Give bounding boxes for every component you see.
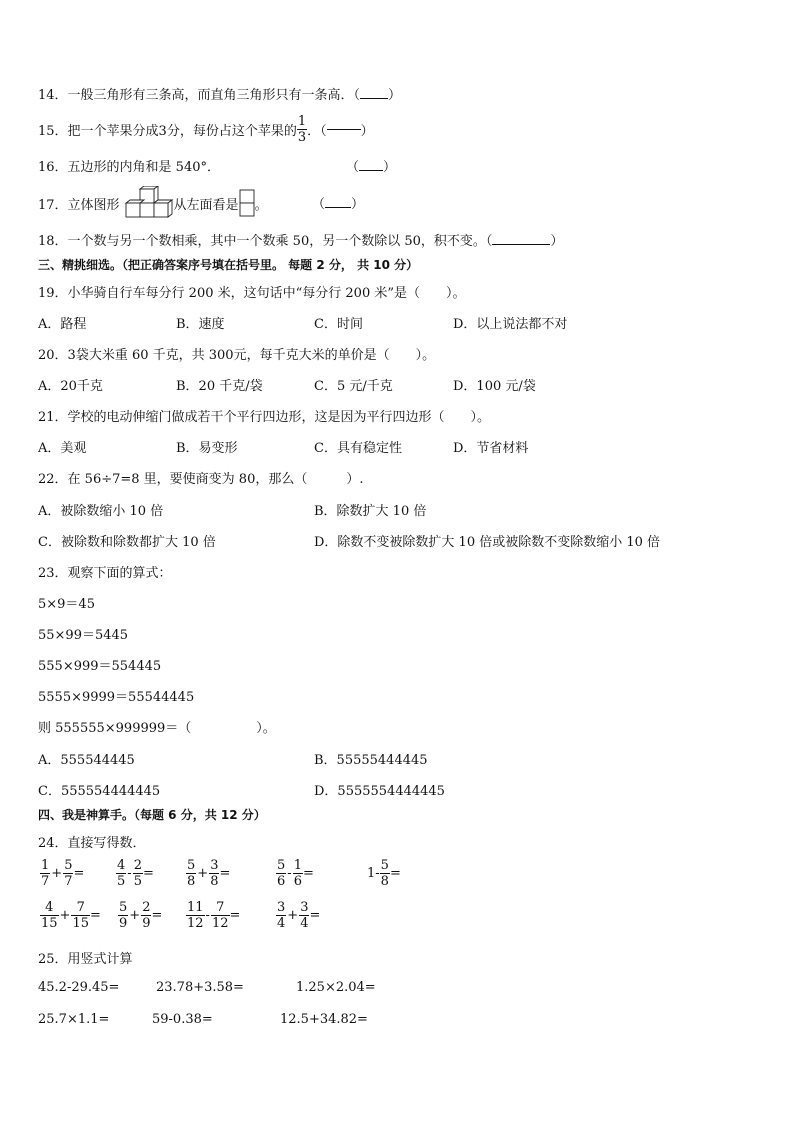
option-b[interactable]: B．速度 [176, 317, 225, 332]
cubes-solid-icon [120, 186, 174, 220]
option-a[interactable]: A．20千克 [38, 379, 103, 394]
fraction-expression: $\frac{3}{4}$ + $\frac{3}{4}$ = [277, 900, 321, 931]
option-c[interactable]: C．5 元/千克 [314, 379, 393, 394]
option-d[interactable]: D．以上说法都不对 [453, 317, 568, 332]
question-25: 25．用竖式计算 [38, 952, 133, 967]
calc-item: 25.7×1.1= [38, 1012, 110, 1027]
fraction-expression: $\frac{5}{8}$ + $\frac{3}{8}$ = [187, 858, 231, 889]
question-22: 22．在 56÷7=8 里，要使商变为 80，那么（ ）. [38, 472, 364, 487]
question-17-answer: （ ） [312, 197, 365, 212]
answer-blank[interactable] [492, 244, 550, 245]
fraction-expression: $\frac{11}{12}$ - $\frac{7}{12}$ = [187, 900, 241, 931]
fraction-expression: $\frac{4}{15}$ + $\frac{7}{15}$ = [41, 900, 101, 931]
option-a[interactable]: A．路程 [38, 317, 87, 332]
fraction-expression: $\frac{5}{6}$ - $\frac{1}{6}$ = [277, 858, 314, 889]
option-c[interactable]: C．时间 [314, 317, 363, 332]
option-c[interactable]: C．被除数和除数都扩大 10 倍 [38, 535, 216, 550]
calc-item: 12.5+34.82= [280, 1012, 368, 1027]
option-a[interactable]: A．被除数缩小 10 倍 [38, 504, 164, 519]
option-a[interactable]: A．555544445 [38, 753, 135, 768]
answer-blank[interactable] [327, 129, 361, 130]
question-16: 16．五边形的内角和是 540°． [38, 160, 220, 175]
question-15: 15．把一个苹果分成3分，每份占这个苹果的 $\frac{1}{3}$ ．（ ） [38, 114, 374, 145]
fraction-expression: $\frac{5}{9}$ + $\frac{2}{9}$ = [119, 900, 163, 931]
question-24: 24．直接写得数． [38, 836, 146, 851]
side-view-square-icon [239, 189, 255, 217]
option-b[interactable]: B．易变形 [176, 441, 238, 456]
question-20: 20．3袋大米重 60 千克，共 300元，每千克大米的单价是（ ）。 [38, 348, 436, 363]
option-d[interactable]: D．节省材料 [453, 441, 529, 456]
equation-line: 555×999＝554445 [38, 659, 162, 674]
section-4-title: 四、我是神算手。（每题 6 分，共 12 分） [38, 808, 266, 822]
equation-line: 5555×9999＝55544445 [38, 690, 195, 705]
question-23: 23．观察下面的算式： [38, 566, 172, 581]
equation-line: 55×99＝5445 [38, 628, 129, 643]
fraction-expression: $\frac{4}{5}$ - $\frac{2}{5}$ = [117, 858, 154, 889]
option-c[interactable]: C．555554444445 [38, 784, 161, 799]
fraction-expression: 1- $\frac{5}{8}$ = [367, 858, 401, 889]
option-b[interactable]: B．55555444445 [314, 753, 428, 768]
answer-blank[interactable] [325, 207, 351, 208]
equation-line: 5×9＝45 [38, 597, 95, 612]
answer-blank[interactable] [359, 170, 383, 171]
calc-item: 23.78+3.58= [156, 980, 244, 995]
option-b[interactable]: B．除数扩大 10 倍 [314, 504, 427, 519]
fraction-expression: $\frac{1}{7}$ + $\frac{5}{7}$ = [41, 858, 85, 889]
question-21: 21．学校的电动伸缩门做成若干个平行四边形，这是因为平行四边形（ ）。 [38, 410, 491, 425]
question-14: 14．一般三角形有三条高，而直角三角形只有一条高．（ ） [38, 88, 402, 103]
section-3-title: 三、精挑细选。（把正确答案序号填在括号里。 每题 2 分， 共 10 分） [38, 258, 419, 272]
question-18: 18．一个数与另一个数相乘，其中一个数乘 50，另一个数除以 50，积不变。（ ） [38, 234, 564, 249]
calc-item: 59-0.38= [152, 1012, 213, 1027]
option-d[interactable]: D．5555554444445 [314, 784, 445, 799]
option-c[interactable]: C．具有稳定性 [314, 441, 402, 456]
option-d[interactable]: D．除数不变被除数扩大 10 倍或被除数不变除数缩小 10 倍 [314, 535, 661, 550]
question-23-ask: 则 555555×999999＝（ ）。 [38, 721, 276, 736]
question-16-answer: （ ） [346, 160, 397, 175]
option-d[interactable]: D．100 元/袋 [453, 379, 536, 394]
calc-item: 45.2-29.45= [38, 980, 120, 995]
fraction: $\frac{1}{3}$ [297, 114, 307, 145]
answer-blank[interactable] [360, 98, 388, 99]
question-19: 19．小华骑自行车每分行 200 米，这句话中“每分行 200 米”是（ ）。 [38, 286, 466, 301]
option-a[interactable]: A．美观 [38, 441, 87, 456]
question-17: 17．立体图形 从左面看是 。 [38, 186, 268, 220]
option-b[interactable]: B．20 千克/袋 [176, 379, 263, 394]
calc-item: 1.25×2.04= [296, 980, 376, 995]
